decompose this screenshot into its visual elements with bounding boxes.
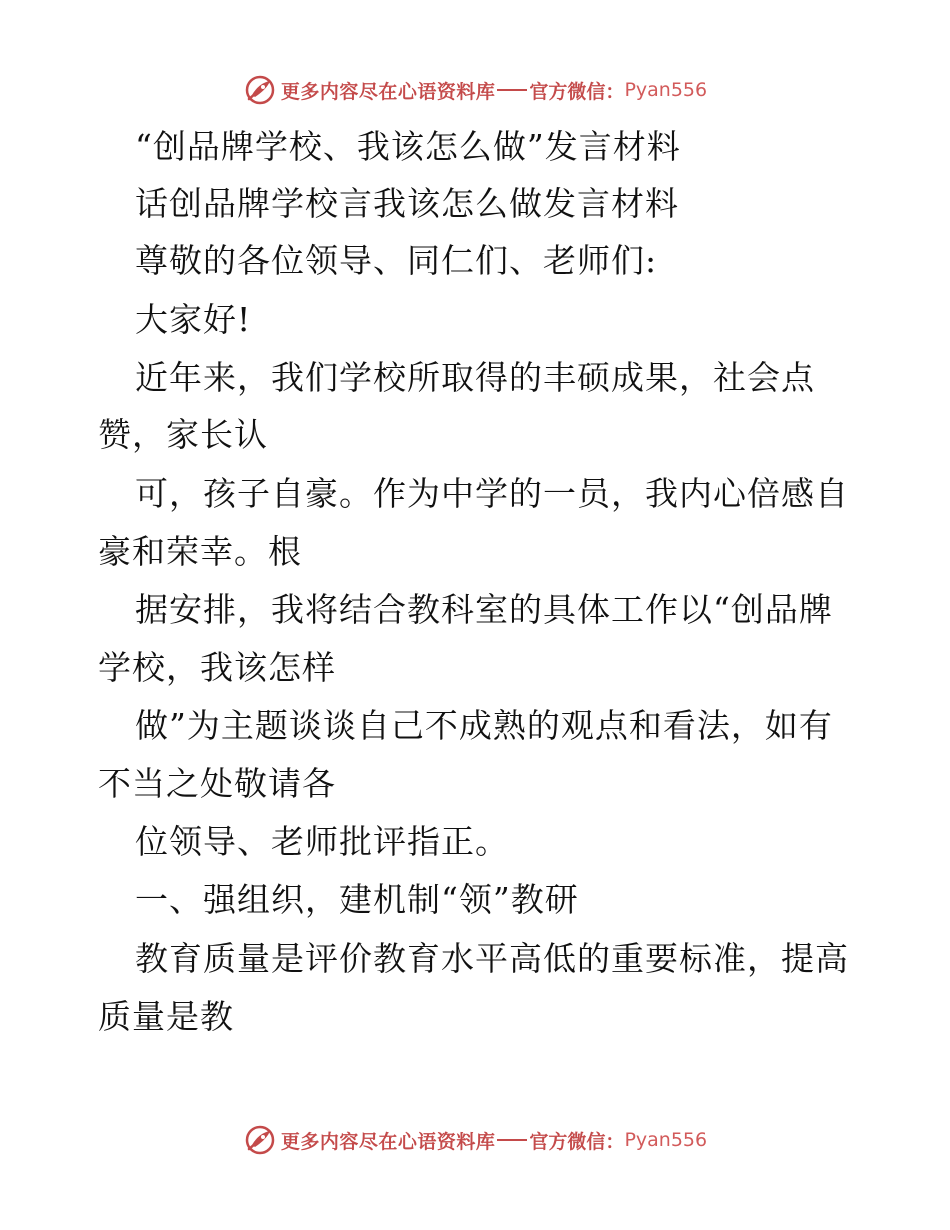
- document-title: “创品牌学校、我该怎么做”发言材料: [135, 127, 681, 166]
- paragraph-line: 豪和荣幸。根: [98, 532, 302, 571]
- paragraph-line: 据安排，我将结合教科室的具体工作以“创品牌: [135, 590, 833, 629]
- greeting: 大家好!: [135, 300, 252, 339]
- section-heading: 一、强组织，建机制“领”教研: [135, 880, 579, 919]
- paragraph-line: 赞，家长认: [98, 415, 268, 454]
- banner-brand-text: 更多内容尽在心语资料库: [280, 1130, 496, 1153]
- paragraph-line: 质量是教: [98, 997, 234, 1036]
- paragraph-line: 位领导、老师批评指正。: [135, 822, 509, 861]
- paragraph-line: 学校，我该怎样: [98, 648, 336, 687]
- paragraph-line: 做”为主题谈谈自己不成熟的观点和看法，如有: [135, 706, 833, 745]
- paragraph-line: 可，孩子自豪。作为中学的一员，我内心倍感自: [135, 474, 849, 513]
- footer-banner: [0, 1120, 950, 1160]
- banner-divider: [497, 1139, 527, 1141]
- document-subtitle: 话创品牌学校言我该怎么做发言材料: [135, 184, 679, 223]
- banner-wechat-id: Pyan556: [624, 1129, 708, 1151]
- paragraph-line: 教育质量是评价教育水平高低的重要标准，提高: [135, 939, 849, 978]
- banner-wechat-id: Pyan556: [624, 79, 708, 101]
- pen-logo-icon: [243, 1123, 277, 1157]
- banner-official-label: 官方微信：: [529, 80, 625, 103]
- banner-brand-text: 更多内容尽在心语资料库: [280, 80, 496, 103]
- salutation: 尊敬的各位领导、同仁们、老师们:: [135, 241, 658, 280]
- banner-official-label: 官方微信：: [529, 1130, 625, 1153]
- paragraph-line: 不当之处敬请各: [98, 764, 336, 803]
- paragraph-line: 近年来，我们学校所取得的丰硕成果，社会点: [135, 358, 815, 397]
